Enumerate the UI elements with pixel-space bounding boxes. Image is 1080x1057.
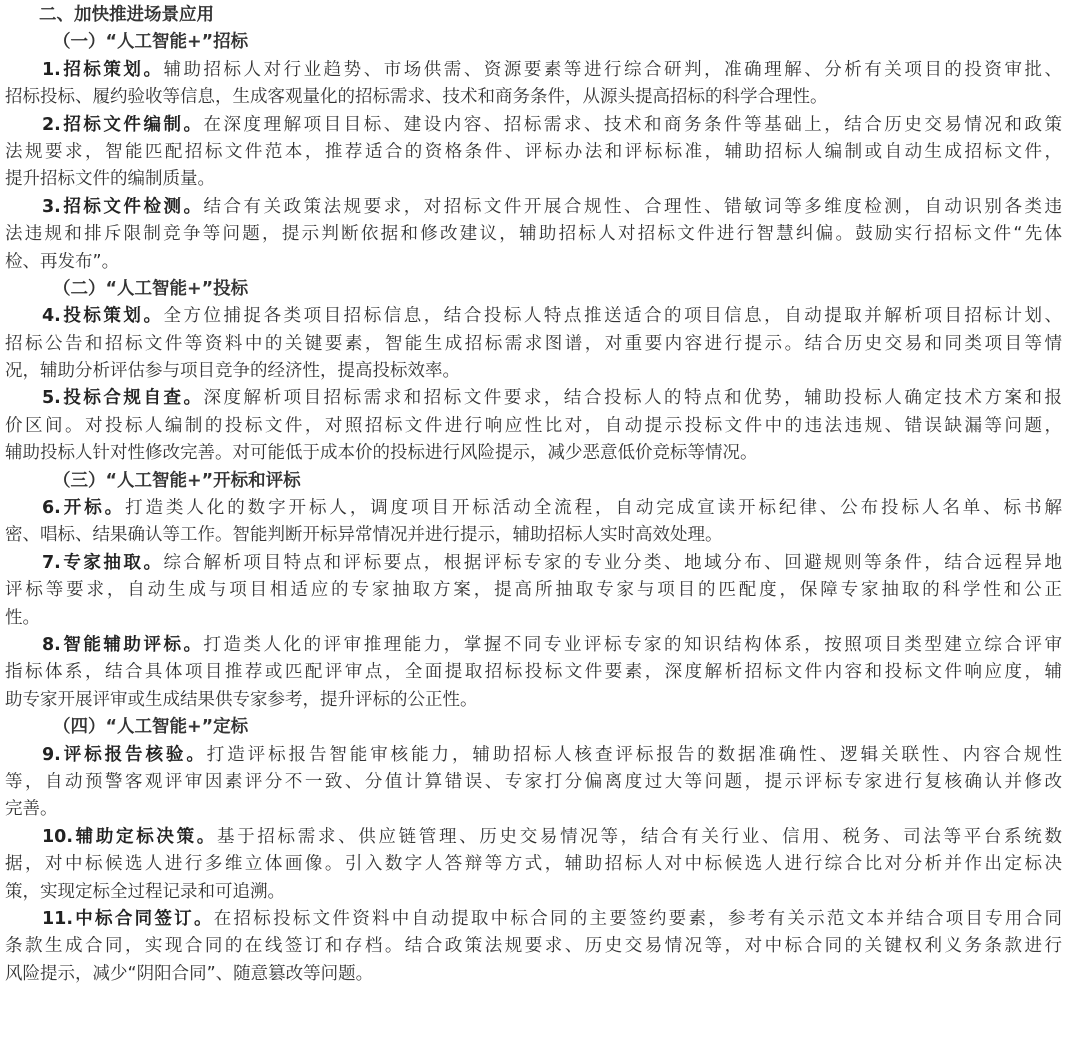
item-first-line: [5, 57, 1062, 84]
item-continuation-line: [5, 687, 1062, 714]
item-continuation-line: [5, 249, 1062, 276]
item-first-line: [5, 906, 1062, 933]
item-continuation-line: [5, 769, 1062, 796]
item-text: 检、再发布”。: [5, 251, 120, 272]
item-text: 打造评标报告智能审核能力，辅助招标人核查评标报告的数据准确性、逻辑关联性、内容合规性: [206, 744, 1062, 765]
item-title: 2.招标文件编制。: [42, 114, 204, 135]
item-continuation-line: [5, 796, 1062, 823]
item-continuation-line: [5, 851, 1062, 878]
item-text: 价区间。对投标人编制的投标文件，对照招标文件进行响应性比对，自动提示投标文件中的违法违规、错误缺漏等问题，: [5, 415, 1062, 436]
item-text: 等，自动预警客观评审因素评分不一致、分值计算错误、专家打分偏离度过大等问题，提示评标专家进行复核确认并修改: [5, 771, 1062, 792]
item-continuation-line: [5, 522, 1062, 549]
item-text: 法违规和排斥限制竞争等问题，提示判断依据和修改建议，辅助招标人对招标文件进行智慧纠偏。鼓励实行招标文件“先体: [5, 224, 1062, 245]
item-continuation-line: [5, 139, 1062, 166]
item-text: 招标公告和招标文件等资料中的关键要素，智能生成招标需求图谱，对重要内容进行提示。结合历史交易和同类项目等情: [5, 333, 1062, 354]
item-first-line: [5, 550, 1062, 577]
item-text: 招标投标、履约验收等信息，生成客观量化的招标需求、技术和商务条件，从源头提高招标的科学合理性。: [5, 87, 828, 108]
item-text: 深度解析项目招标需求和招标文件要求，结合投标人的特点和优势，辅助投标人确定技术方案和报: [203, 388, 1062, 409]
item-continuation-line: [5, 659, 1062, 686]
item-continuation-line: [5, 221, 1062, 248]
item-text: 结合有关政策法规要求，对招标文件开展合规性、合理性、错敏词等多维度检测，自动识别各类违: [203, 196, 1062, 217]
item-text: 助专家开展评审或生成结果供专家参考，提升评标的公正性。: [5, 689, 478, 710]
section-heading: 二、加快推进场景应用: [39, 5, 214, 25]
item-first-line: [5, 112, 1062, 139]
item-text: 风险提示，减少“阴阳合同”、随意篡改等问题。: [5, 963, 374, 984]
item-text: 打造类人化的评审推理能力，掌握不同专业评标专家的知识结构体系，按照项目类型建立综合评审: [203, 634, 1062, 655]
subsection-heading: （一）“人工智能+”招标: [53, 32, 249, 53]
item-continuation-line: [5, 413, 1062, 440]
item-text: 基于招标需求、供应链管理、历史交易情况等，结合有关行业、信用、税务、司法等平台系统数: [216, 826, 1062, 847]
item-text: 在深度理解项目目标、建设内容、招标需求、技术和商务条件等基础上，结合历史交易情况和政策: [203, 114, 1062, 135]
item-title: 10.辅助定标决策。: [42, 826, 217, 847]
item-text: 全方位捕捉各类项目招标信息，结合投标人特点推送适合的项目信息，自动提取并解析项目招标计划、: [163, 306, 1062, 327]
item-title: 3.招标文件检测。: [42, 196, 204, 217]
item-text: 指标体系，结合具体项目推荐或匹配评审点，全面提取招标投标文件要素，深度解析招标文件内容和投标文件响应度，辅: [5, 662, 1062, 683]
item-first-line: [5, 194, 1062, 221]
item-continuation-line: [5, 933, 1062, 960]
item-continuation-line: [5, 605, 1062, 632]
item-text: 密、唱标、结果确认等工作。智能判断开标异常情况并进行提示，辅助招标人实时高效处理。: [5, 525, 723, 546]
item-text: 评标等要求，自动生成与项目相适应的专家抽取方案，提高所抽取专家与项目的匹配度，保障专家抽取的科学性和公正: [5, 580, 1062, 601]
item-first-line: [5, 385, 1062, 412]
item-continuation-line: [5, 577, 1062, 604]
item-text: 策，实现定标全过程记录和可追溯。: [5, 881, 285, 902]
item-text: 在招标投标文件资料中自动提取中标合同的主要签约要素，参考有关示范文本并结合项目专用合同: [213, 908, 1062, 929]
subsection-heading: （四）“人工智能+”定标: [53, 717, 249, 738]
item-continuation-line: [5, 358, 1062, 385]
item-title: 8.智能辅助评标。: [42, 634, 204, 655]
item-title: 6.开标。: [42, 498, 126, 519]
item-first-line: [5, 303, 1062, 330]
item-text: 提升招标文件的编制质量。: [5, 169, 215, 190]
item-text: 性。: [5, 607, 40, 628]
item-text: 法规要求，智能匹配招标文件范本，推荐适合的资格条件、评标办法和评标标准，辅助招标人编制或自动生成招标文件，: [5, 141, 1062, 162]
subsection-heading: （三）“人工智能+”开标和评标: [53, 470, 301, 491]
item-title: 5.投标合规自查。: [42, 388, 204, 409]
item-first-line: [5, 495, 1062, 522]
item-title: 11.中标合同签订。: [42, 908, 214, 929]
subsection-list: [5, 29, 1062, 988]
item-text: 完善。: [5, 799, 58, 820]
subsection-heading: （二）“人工智能+”投标: [53, 278, 249, 299]
item-text: 辅助投标人针对性修改完善。对可能低于成本价的投标进行风险提示，减少恶意低价竞标等情况。: [5, 443, 758, 464]
item-continuation-line: [5, 440, 1062, 467]
item-continuation-line: [5, 879, 1062, 906]
item-continuation-line: [5, 961, 1062, 988]
item-title: 7.专家抽取。: [42, 552, 164, 573]
item-title: 1.招标策划。: [42, 59, 164, 80]
item-title: 4.投标策划。: [42, 306, 164, 327]
item-text: 况，辅助分析评估参与项目竞争的经济性，提高投标效率。: [5, 361, 460, 382]
item-text: 综合解析项目特点和评标要点，根据评标专家的专业分类、地域分布、回避规则等条件，结合远程异地: [163, 552, 1062, 573]
item-text: 据，对中标候选人进行多维立体画像。引入数字人答辩等方式，辅助招标人对中标候选人进行综合比对分析并作出定标决: [5, 854, 1062, 875]
item-text: 辅助招标人对行业趋势、市场供需、资源要素等进行综合研判，准确理解、分析有关项目的投资审批、: [163, 59, 1062, 80]
item-continuation-line: [5, 84, 1062, 111]
item-continuation-line: [5, 331, 1062, 358]
item-text: 条款生成合同，实现合同的在线签订和存档。结合政策法规要求、历史交易情况等，对中标合同的关键权利义务条款进行: [5, 936, 1062, 957]
item-title: 9.评标报告核验。: [42, 744, 207, 765]
item-first-line: [5, 824, 1062, 851]
item-text: 打造类人化的数字开标人，调度项目开标活动全流程，自动完成宣读开标纪律、公布投标人名单、标书解: [125, 498, 1062, 519]
item-continuation-line: [5, 166, 1062, 193]
item-first-line: [5, 742, 1062, 769]
item-first-line: [5, 632, 1062, 659]
